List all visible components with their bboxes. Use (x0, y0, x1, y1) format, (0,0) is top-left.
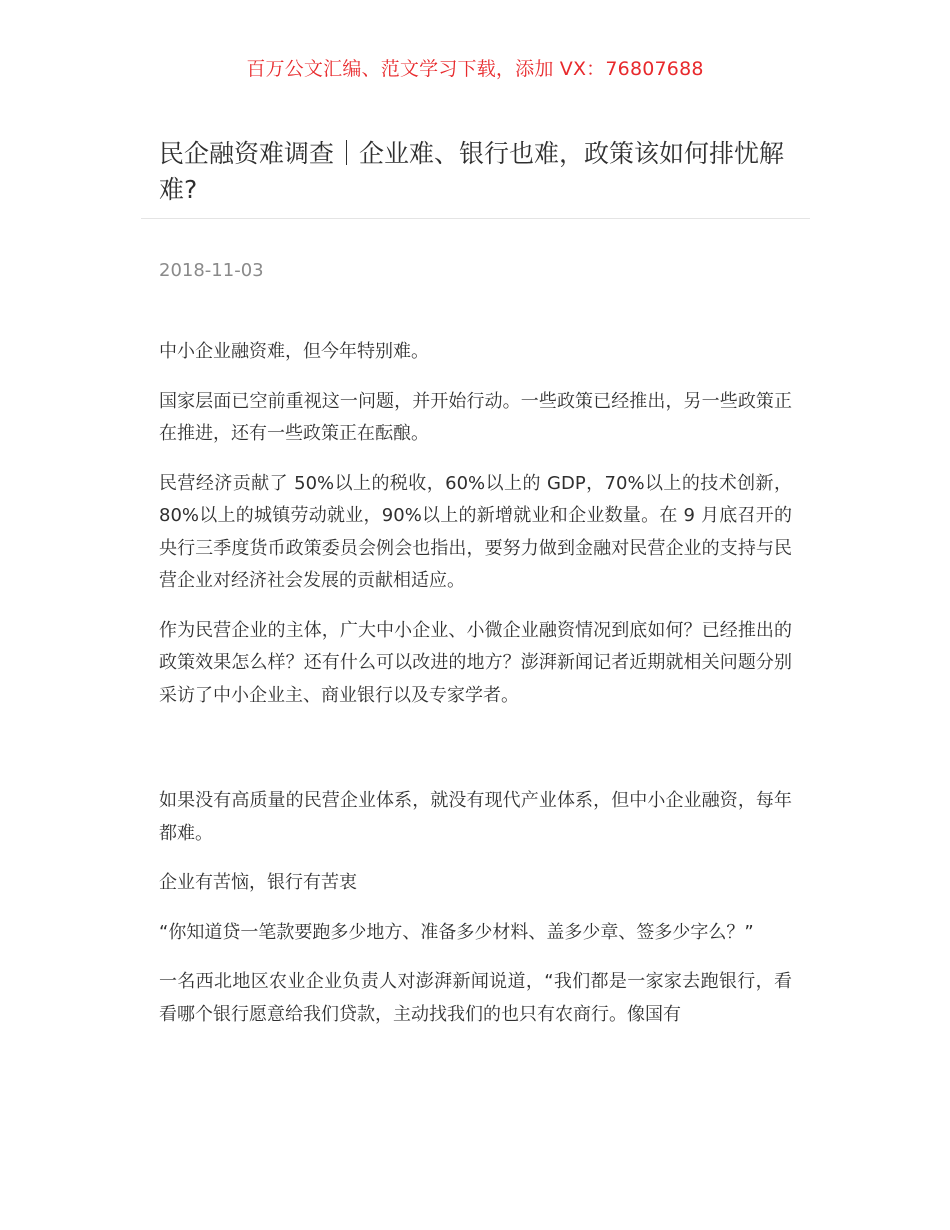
quote-paragraph: “你知道贷一笔款要跑多少地方、准备多少材料、盖多少章、签多少字么？” (159, 921, 754, 943)
header-banner: 百万公文汇编、范文学习下载，添加 VX：76807688 (246, 58, 704, 80)
paragraph: 作为民营企业的主体，广大中小企业、小微企业融资情况到底如何？已经推出的政策效果怎么样？还有什么可以改进的地方？澎湃新闻记者近期就相关问题分别采访了中小企业主、商业银行以及专家学者。 (159, 619, 792, 706)
article-date: 2018-11-03 (159, 260, 264, 281)
paragraph: 如果没有高质量的民营企业体系，就没有现代产业体系，但中小企业融资，每年都难。 (159, 790, 792, 844)
paragraph: 一名西北地区农业企业负责人对澎湃新闻说道，“我们都是一家家去跑银行，看看哪个银行愿意给我们贷款，主动找我们的也只有农商行。像国有 (159, 971, 792, 1025)
paragraph: 国家层面已空前重视这一问题，并开始行动。一些政策已经推出，另一些政策正在推进，还有一些政策正在酝酿。 (159, 390, 792, 444)
article (141, 136, 810, 1048)
section-spacer (159, 729, 792, 785)
paragraph: 民营经济贡献了 50%以上的税收，60%以上的 GDP，70%以上的技术创新，80%以上的城镇劳动就业，90%以上的新增就业和企业数量。在 9 月底召开的央行三季度货币政策委员会例会也指出，要努力做到金融对民营企业的支持与民营企业对经济社会发展的贡献相适应。 (159, 472, 792, 591)
section-heading: 企业有苦恼，银行有苦衷 (159, 872, 357, 893)
title-divider (141, 218, 810, 219)
article-title: 民企融资难调查｜企业难、银行也难，政策该如何排忧解难? (159, 139, 785, 204)
article-body (159, 336, 792, 1031)
paragraph: 中小企业融资难，但今年特别难。 (159, 341, 429, 362)
